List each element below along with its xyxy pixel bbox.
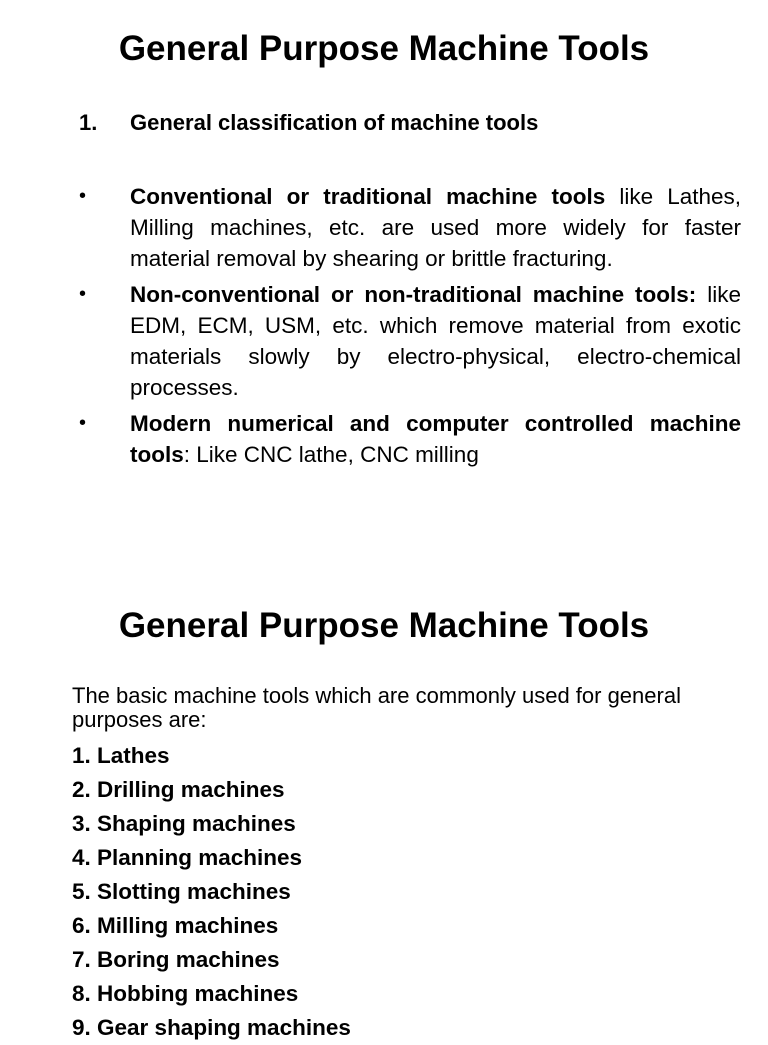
bullet-non-conventional <box>79 279 741 403</box>
slide-1-title: General Purpose Machine Tools <box>118 29 650 68</box>
bullet-body-text: like Lathes, Milling machines, etc. are used more widely for faster material removal by shearing or brittle fracturing. <box>130 184 741 271</box>
list-item: 6. Milling machines <box>72 913 279 938</box>
list-item: 8. Hobbing machines <box>72 981 299 1006</box>
bullet-bold-text: Non-conventional or non-traditional machine tools: <box>130 282 697 307</box>
bullet-body-text: : Like CNC lathe, CNC milling <box>183 442 479 467</box>
list-item: 7. Boring machines <box>72 947 280 972</box>
machine-tool-list <box>72 739 351 1045</box>
bullet-body-text: like EDM, ECM, USM, etc. which remove material from exotic materials slowly by electro-physical, electro-chemical processes. <box>130 282 741 400</box>
intro-paragraph: The basic machine tools which are commonly used for general purposes are: <box>72 683 681 732</box>
slide-2-title: General Purpose Machine Tools <box>118 606 650 645</box>
list-item: 1. Lathes <box>72 743 170 768</box>
bullet-icon: • <box>79 185 87 207</box>
heading-text: General classification of machine tools <box>130 110 539 135</box>
bullet-bold-text: Conventional or traditional machine tools <box>130 184 606 209</box>
list-item: 4. Planning machines <box>72 845 303 870</box>
bullet-bold-text: Modern numerical and computer controlled machine tools <box>130 411 741 467</box>
list-item: 5. Slotting machines <box>72 879 291 904</box>
classification-heading <box>79 110 538 136</box>
list-item: 9. Gear shaping machines <box>72 1015 351 1040</box>
heading-number: 1. <box>79 110 98 135</box>
bullet-conventional <box>79 181 741 274</box>
list-item: 2. Drilling machines <box>72 777 285 802</box>
classification-bullet-list <box>79 181 741 475</box>
bullet-icon: • <box>79 283 87 305</box>
bullet-modern-cnc <box>79 408 741 470</box>
list-item: 3. Shaping machines <box>72 811 296 836</box>
bullet-icon: • <box>79 412 87 434</box>
